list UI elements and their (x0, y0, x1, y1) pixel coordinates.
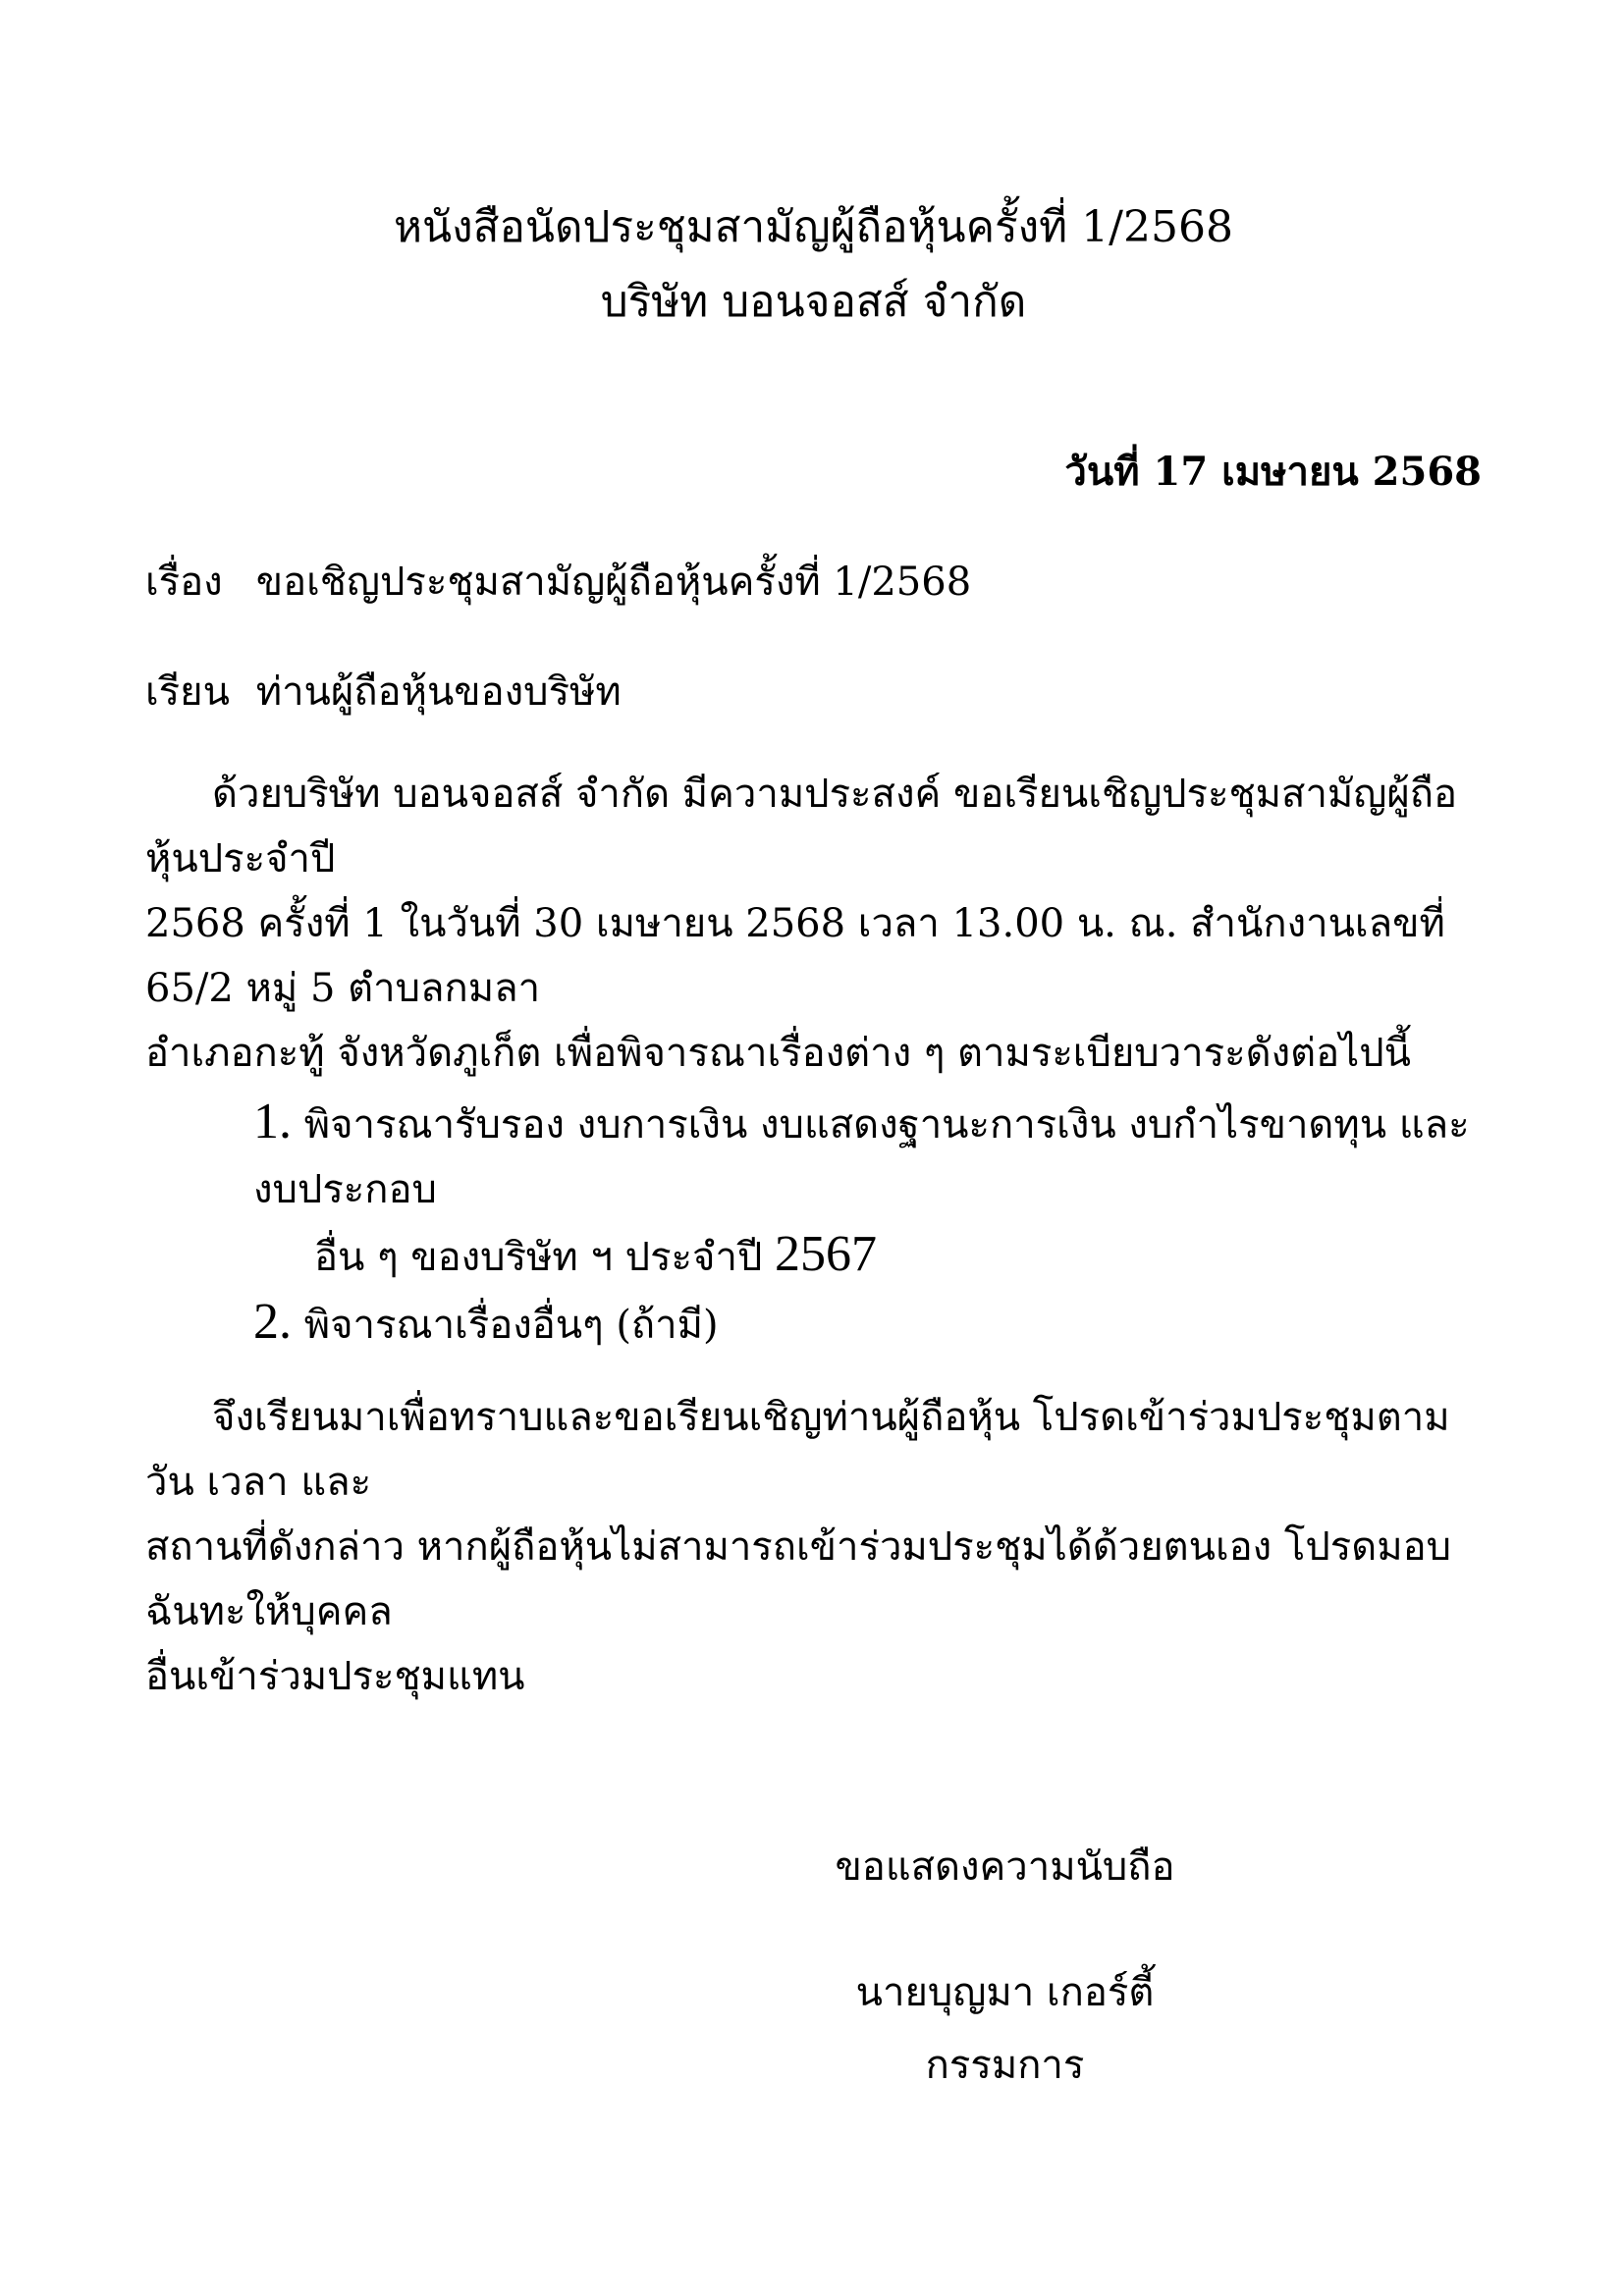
signer-name: นายบุญมา เกอร์ตี้ (855, 1970, 1155, 2015)
closing-paragraph (145, 1385, 1482, 1709)
body-line: อำเภอกะทู้ จังหวัดภูเก็ต เพื่อพิจารณาเรื่องต่าง ๆ ตามระเบียบวาระดังต่อไปนี้ (145, 1031, 1411, 1076)
agenda-item-1-number: 1. (253, 1094, 292, 1149)
agenda-item-1-text: พิจารณารับรอง งบการเงิน งบแสดงฐานะการเงิน งบกำไรขาดทุน และงบประกอบ (253, 1102, 1470, 1212)
agenda-item-1-year: 2567 (775, 1226, 878, 1282)
agenda-list (253, 1090, 1482, 1358)
agenda-item-1-line1 (253, 1090, 1482, 1222)
subject-text: ขอเชิญประชุมสามัญผู้ถือหุ้นครั้งที่ 1/2568 (255, 560, 972, 605)
body-line: ด้วยบริษัท บอนจอสส์ จำกัด มีความประสงค์ ขอเรียนเชิญประชุมสามัญผู้ถือหุ้นประจำปี (145, 772, 1458, 881)
closing-line: อื่นเข้าร่วมประชุมแทน (145, 1654, 525, 1699)
subject-label: เรื่อง (145, 560, 223, 605)
subject-line (145, 550, 1482, 614)
signature-block (145, 1835, 1482, 2098)
agenda-item-1-line2 (253, 1222, 1482, 1290)
signoff-text: ขอแสดงความนับถือ (835, 1844, 1175, 1890)
letter-date: วันที่ 17 เมษายน 2568 (1064, 449, 1482, 495)
closing-line: จึงเรียนมาเพื่อทราบและขอเรียนเชิญท่านผู้ถือหุ้น โปรดเข้าร่วมประชุมตาม วัน เวลา และ (145, 1395, 1450, 1505)
salutation-label: เรียน (145, 669, 230, 715)
body-line: 2568 ครั้งที่ 1 ในวันที่ 30 เมษายน 2568 เวลา 13.00 น. ณ. สำนักงานเลขที่ 65/2 หมู่ 5 ตำบลกมลา (145, 901, 1445, 1011)
salutation-line (145, 660, 1482, 724)
agenda-item-1 (253, 1090, 1482, 1290)
agenda-item-1-text-cont: อื่น ๆ ของบริษัท ฯ ประจำปี (314, 1235, 776, 1280)
salutation-text: ท่านผู้ถือหุ้นของบริษัท (255, 669, 622, 715)
signer-title: กรรมการ (925, 2043, 1085, 2088)
agenda-item-2-text: พิจารณาเรื่องอื่นๆ (ถ้ามี) (303, 1303, 719, 1348)
letter-title-line1: หนังสือนัดประชุมสามัญผู้ถือหุ้นครั้งที่ 1/2568 (394, 202, 1233, 252)
body-paragraph (145, 762, 1482, 1086)
agenda-item-2 (253, 1290, 1482, 1358)
agenda-item-2-number: 2. (253, 1294, 292, 1350)
letter-title-line2: บริษัท บอนจอสส์ จำกัด (600, 277, 1027, 327)
agenda-item-2-line1 (253, 1290, 1482, 1358)
closing-line: สถานที่ดังกล่าว หากผู้ถือหุ้นไม่สามารถเข้าร่วมประชุมได้ด้วยตนเอง โปรดมอบฉันทะให้บุคคล (145, 1524, 1452, 1634)
